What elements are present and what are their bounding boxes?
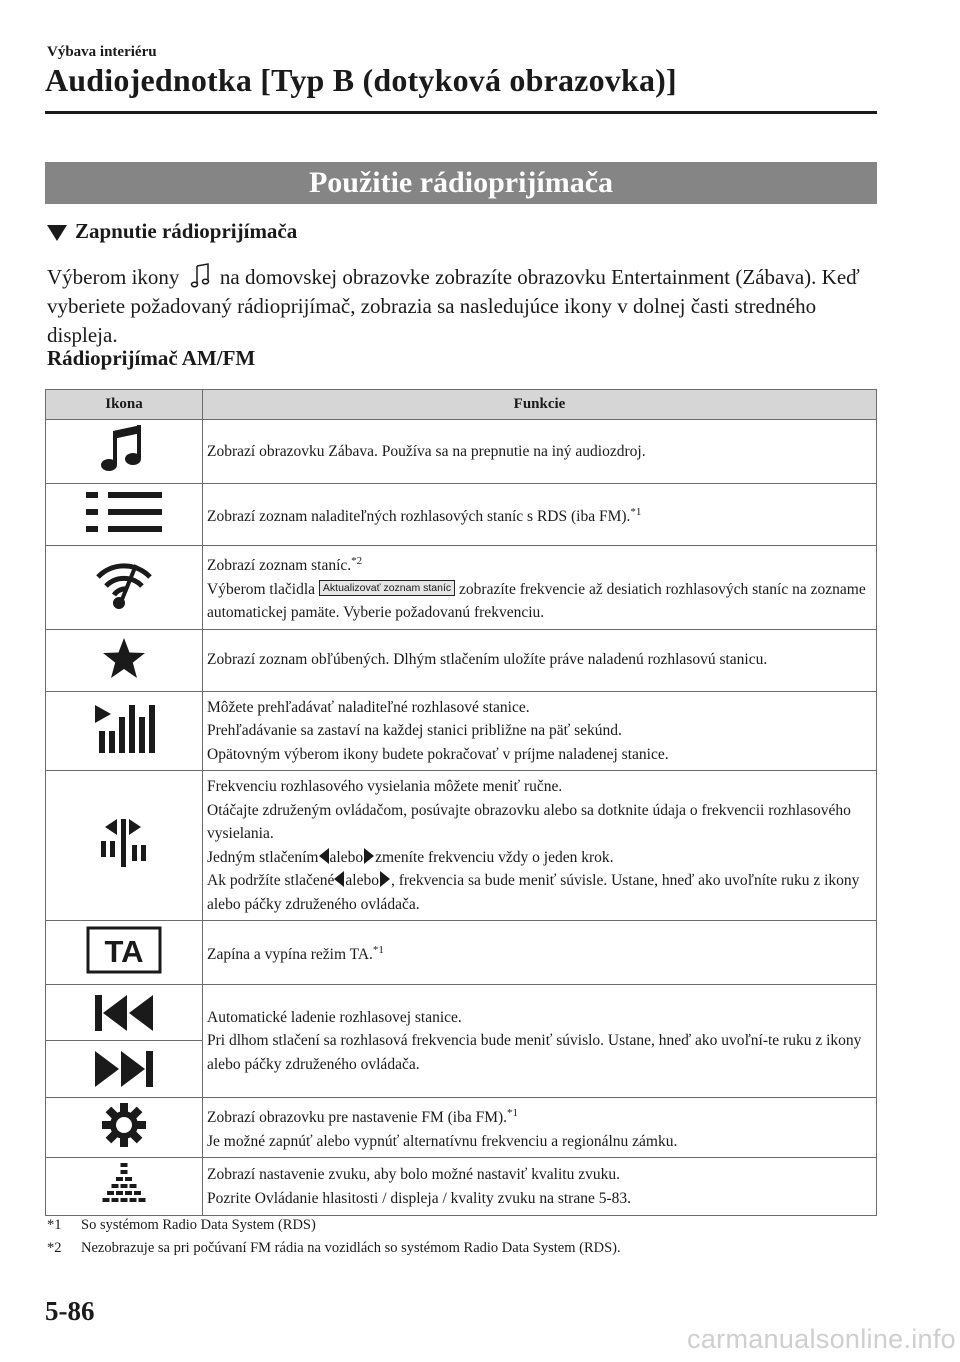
- seek-back-icon: [93, 993, 155, 1033]
- sound-icon-segment: [121, 1198, 128, 1202]
- icon-cell: [46, 1098, 203, 1158]
- function-text-line: Môžete prehľadávať naladiteľné rozhlasové stanice.: [207, 698, 530, 716]
- music-note-icon: [189, 262, 211, 290]
- function-text: [203, 1098, 877, 1158]
- footnote: [47, 1237, 621, 1260]
- sound-icon-segment: [121, 1184, 128, 1188]
- function-text-main: Zobrazí zoznam naladiteľných rozhlasových staníc s RDS (iba FM).: [207, 507, 631, 525]
- function-text-line: Výberom tlačidla: [207, 580, 316, 598]
- table-row: [46, 921, 877, 985]
- function-text-line: Zobrazí zoznam staníc.: [207, 557, 352, 575]
- function-text-line: Otáčajte združeným ovládačom, posúvajte obrazovku alebo sa dotknite údaja o frekvencii rozhlasového vysielania.: [207, 801, 851, 843]
- sound-icon-segment: [121, 1170, 128, 1174]
- triangle-bullet-icon: [47, 225, 67, 241]
- footnote-ref: *1: [507, 1107, 519, 1120]
- table-row: [46, 691, 877, 771]
- icon-cell: [46, 691, 203, 771]
- radio-wave-icon: [92, 555, 156, 615]
- update-station-list-button: Aktualizovať zoznam staníc: [319, 580, 455, 596]
- footnote: [47, 1214, 621, 1237]
- header-rule: [45, 111, 877, 114]
- sound-icon-segment: [130, 1198, 137, 1202]
- sound-icon-segment: [112, 1184, 119, 1188]
- star-icon: [101, 636, 147, 680]
- function-text-line: alebo: [329, 848, 364, 866]
- sound-icon-segment: [125, 1177, 132, 1181]
- footnote-ref: *1: [372, 943, 384, 956]
- footnote-ref: *1: [630, 505, 642, 518]
- section-banner: Použitie rádioprijímača: [45, 162, 877, 204]
- table-row: [46, 771, 877, 921]
- sound-icon-segment: [125, 1191, 132, 1195]
- footnote-ref: *2: [351, 555, 363, 567]
- seek-forward-icon: [93, 1049, 155, 1089]
- sound-icon-segment: [139, 1198, 146, 1202]
- sound-settings-icon: [96, 1161, 152, 1207]
- ta-icon: [86, 926, 162, 974]
- scan-icon: [91, 701, 157, 755]
- footnotes: [47, 1214, 621, 1260]
- icon-cell: [46, 1158, 203, 1216]
- page-number: 5-86: [45, 1296, 95, 1326]
- function-text-line: Ak podržíte stlačené: [207, 872, 335, 890]
- sound-icon-segment: [116, 1177, 123, 1181]
- function-text: Zobrazí obrazovku Zábava. Používa sa na prepnutie na iný audiozdroj.: [203, 420, 877, 484]
- icon-cell: [46, 985, 203, 1098]
- footnote-mark: *1: [47, 1217, 62, 1233]
- music-note-icon: [94, 421, 154, 477]
- arrow-left-icon: [334, 871, 344, 887]
- function-text-line: alebo: [345, 872, 379, 890]
- icon-cell: [46, 546, 203, 630]
- chapter-title: Audiojednotka [Typ B (dotyková obrazovka)]: [45, 62, 677, 98]
- icon-cell: [46, 629, 203, 691]
- header-icon: Ikona: [46, 390, 203, 420]
- table-caption: Rádioprijímač AM/FM: [47, 346, 256, 370]
- manual-tune-icon: [99, 817, 149, 869]
- function-text-line: Pozrite Ovládanie hlasitosti / displeja / kvality zvuku na strane 5-83.: [207, 1189, 632, 1207]
- icon-cell: [46, 484, 203, 546]
- function-text-line: zmeníte frekvenciu vždy o jeden krok.: [375, 848, 614, 866]
- subheading-text: Zapnutie rádioprijímača: [75, 219, 298, 243]
- function-text-line: Pri dlhom stlačení sa rozhlasová frekvencia bude meniť súvislo. Ustane, hneď ako uvoľní-te ruku z ikony alebo páčky združeného ovládača.: [207, 1032, 862, 1073]
- function-text-line: Zobrazí obrazovku pre nastavenie FM (iba FM).: [207, 1109, 508, 1127]
- header-function: Funkcie: [203, 390, 877, 420]
- function-text: [203, 691, 877, 771]
- function-text: [203, 546, 877, 630]
- table-row: [46, 1098, 877, 1158]
- section-label: Výbava interiéru: [47, 44, 157, 60]
- function-text-line: zobrazíte frekvencie až desiatich rozhlasových staníc na zozname automatickej pamäte. Vyberie požadovanú frekvenciu.: [207, 580, 866, 622]
- table-row: [46, 1158, 877, 1216]
- function-text: [203, 484, 877, 546]
- icon-cell: [46, 921, 203, 985]
- function-text-line: Frekvenciu rozhlasového vysielania môžete meniť ručne.: [207, 778, 563, 796]
- function-text-line: Je možné zapnúť alebo vypnúť alternatívnu frekvenciu a regionálnu zámku.: [207, 1132, 678, 1150]
- sound-icon-segment: [107, 1191, 114, 1195]
- watermark: carmanualsonline.info: [687, 1324, 956, 1354]
- intro-before: Výberom ikony: [47, 265, 180, 289]
- sound-icon-segment: [103, 1198, 110, 1202]
- function-text-line: Jedným stlačením: [207, 848, 319, 866]
- footnote-mark: *2: [47, 1240, 62, 1256]
- sound-icon-segment: [134, 1191, 141, 1195]
- sound-icon-segment: [130, 1184, 137, 1188]
- function-text: [203, 921, 877, 985]
- list-icon: [84, 490, 164, 534]
- footnote-text: Nezobrazuje sa pri počúvaní FM rádia na vozidlách so systémom Radio Data System (RDS).: [81, 1240, 621, 1256]
- table-header-row: [46, 390, 877, 420]
- icon-cell: [46, 771, 203, 921]
- function-text-main: Zapína a vypína režim TA.: [207, 945, 373, 963]
- arrow-left-icon: [319, 848, 329, 864]
- footnote-text: So systémom Radio Data System (RDS): [81, 1217, 316, 1233]
- table-row: [46, 546, 877, 630]
- gear-icon: [101, 1102, 147, 1148]
- sound-icon-segment: [112, 1198, 119, 1202]
- icon-cell: [46, 420, 203, 484]
- table-row: [46, 484, 877, 546]
- ta-icon-label: TA: [104, 934, 144, 970]
- intro-after: na domovskej obrazovke zobrazíte obrazovku Entertainment (Zábava). Keď vyberiete požadovaný rádioprijímač, zobrazia sa nasledujúce ikony v dolnej časti stredného displeja.: [47, 265, 860, 347]
- function-text-line: Opätovným výberom ikony budete pokračovať v príjme naladenej stanice.: [207, 745, 669, 763]
- table-row: [46, 985, 877, 1098]
- intro-paragraph: [47, 262, 882, 350]
- sound-icon-segment: [116, 1191, 123, 1195]
- table-row: [46, 629, 877, 691]
- subheading: [47, 219, 297, 244]
- function-text-line: , frekvencia sa bude meniť súvisle. Ustane, hneď ako uvoľníte ruku z ikony alebo páčky združeného ovládača.: [207, 872, 860, 913]
- function-text: [203, 1158, 877, 1216]
- function-text-line: Zobrazí nastavenie zvuku, aby bolo možné nastaviť kvalitu zvuku.: [207, 1166, 620, 1184]
- sound-icon-segment: [121, 1163, 128, 1167]
- function-text: Zobrazí zoznam obľúbených. Dlhým stlačením uložíte práve naladenú rozhlasovú stanicu.: [203, 629, 877, 691]
- function-text-line: Automatické ladenie rozhlasovej stanice.: [207, 1008, 462, 1026]
- function-table: [45, 389, 877, 1216]
- arrow-right-icon: [380, 871, 390, 887]
- function-text: [203, 985, 877, 1098]
- arrow-right-icon: [364, 848, 374, 864]
- function-text-line: Prehľadávanie sa zastaví na každej stanici približne na päť sekúnd.: [207, 722, 622, 740]
- table-row: [46, 420, 877, 484]
- function-text: [203, 771, 877, 921]
